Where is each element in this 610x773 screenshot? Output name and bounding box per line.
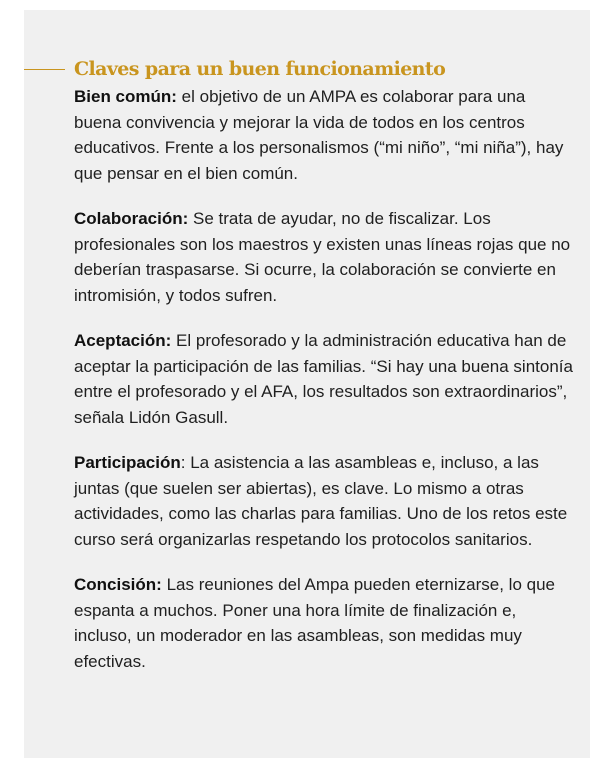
item-text: Se trata de ayudar, no de fiscalizar. Los profesionales son los maestros y existen unas líneas rojas que no deberían traspasarse. Si ocurre, la colaboración se convierte en intromisión, y todos sufren. bbox=[74, 209, 571, 305]
item-text: el objetivo de un AMPA es colaborar para una buena convivencia y mejorar la vida de todos en los centros educativos. Frente a los personalismos (“mi niño”, “mi niña”), hay que pensar en el bien común. bbox=[74, 87, 564, 183]
item-term: Concisión: bbox=[74, 575, 162, 594]
box-content bbox=[74, 84, 574, 694]
item-bien-comun bbox=[74, 84, 574, 186]
item-concision bbox=[74, 572, 574, 674]
item-term: Aceptación: bbox=[74, 331, 172, 350]
item-colaboracion bbox=[74, 206, 574, 308]
box-title: Claves para un buen funcionamiento bbox=[74, 58, 446, 80]
item-aceptacion bbox=[74, 328, 574, 430]
title-accent-rule bbox=[24, 69, 65, 70]
item-text: El profesorado y la administración educativa han de aceptar la participación de las familias. “Si hay una buena sintonía entre el profesorado y el AFA, los resultados son extraordinarios”, señala Lidón Gasull. bbox=[74, 331, 573, 427]
item-participacion bbox=[74, 450, 574, 552]
item-term: Participación bbox=[74, 453, 181, 472]
item-text: Las reuniones del Ampa pueden eternizarse, lo que espanta a muchos. Poner una hora límite de finalización e, incluso, un moderador en las asambleas, son medidas muy efectivas. bbox=[74, 575, 556, 671]
item-text: : La asistencia a las asambleas e, incluso, a las juntas (que suelen ser abiertas), es clave. Lo mismo a otras actividades, como las charlas para familias. Uno de los retos este curso será organizarlas respetando los protocolos sanitarios. bbox=[74, 453, 568, 549]
item-term: Colaboración: bbox=[74, 209, 189, 228]
item-term: Bien común: bbox=[74, 87, 177, 106]
